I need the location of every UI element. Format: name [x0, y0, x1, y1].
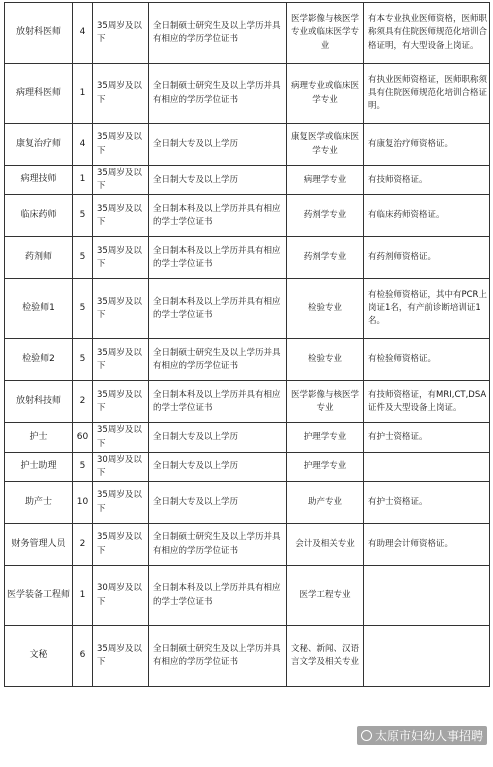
major-cell: 护理学专业 — [287, 452, 364, 481]
age-cell: 35周岁及以下 — [93, 64, 149, 124]
count-cell: 2 — [73, 381, 93, 423]
age-cell: 35周岁及以下 — [93, 195, 149, 237]
education-cell: 全日制本科及以上学历并具有相应的学士学位证书 — [149, 566, 287, 626]
count-cell: 10 — [73, 482, 93, 524]
table-body — [5, 3, 490, 687]
count-cell: 5 — [73, 279, 93, 339]
count-cell: 4 — [73, 3, 93, 64]
position-cell: 药剂师 — [5, 237, 73, 279]
age-cell: 35周岁及以下 — [93, 626, 149, 687]
other-requirements-cell — [364, 566, 490, 626]
table-row — [5, 237, 490, 279]
table-row — [5, 566, 490, 626]
major-cell: 助产专业 — [287, 482, 364, 524]
age-cell: 35周岁及以下 — [93, 3, 149, 64]
wechat-icon — [361, 730, 372, 741]
other-requirements-cell: 有助理会计师资格证。 — [364, 524, 490, 566]
other-requirements-cell: 有康复治疗师资格证。 — [364, 124, 490, 166]
table-row — [5, 626, 490, 687]
count-cell: 5 — [73, 452, 93, 481]
major-cell: 康复医学或临床医学专业 — [287, 124, 364, 166]
major-cell: 药剂学专业 — [287, 195, 364, 237]
position-cell: 护士 — [5, 423, 73, 452]
major-cell: 检验专业 — [287, 279, 364, 339]
age-cell: 35周岁及以下 — [93, 124, 149, 166]
education-cell: 全日制大专及以上学历 — [149, 124, 287, 166]
other-requirements-cell: 有执业医师资格证，医师职称须具有住院医师规范化培训合格证明。 — [364, 64, 490, 124]
count-cell: 1 — [73, 566, 93, 626]
other-requirements-cell: 有检验师资格证。 — [364, 339, 490, 381]
table-row — [5, 423, 490, 452]
count-cell: 4 — [73, 124, 93, 166]
age-cell: 35周岁及以下 — [93, 423, 149, 452]
other-requirements-cell: 有护士资格证。 — [364, 482, 490, 524]
age-cell: 35周岁及以下 — [93, 381, 149, 423]
position-cell: 临床药师 — [5, 195, 73, 237]
major-cell: 检验专业 — [287, 339, 364, 381]
other-requirements-cell: 有临床药师资格证。 — [364, 195, 490, 237]
position-cell: 康复治疗师 — [5, 124, 73, 166]
other-requirements-cell: 有护士资格证。 — [364, 423, 490, 452]
education-cell: 全日制硕士研究生及以上学历并具有相应的学历学位证书 — [149, 3, 287, 64]
other-requirements-cell: 有技师资格证，有MRI,CT,DSA证件及大型设备上岗证。 — [364, 381, 490, 423]
count-cell: 1 — [73, 166, 93, 195]
watermark-text: 太原市妇幼人事招聘 — [374, 729, 483, 743]
age-cell: 35周岁及以下 — [93, 237, 149, 279]
major-cell: 医学影像与核医学专业或临床医学专业 — [287, 3, 364, 64]
table-row — [5, 452, 490, 481]
position-cell: 助产士 — [5, 482, 73, 524]
education-cell: 全日制本科及以上学历并具有相应的学士学位证书 — [149, 237, 287, 279]
position-cell: 检验师2 — [5, 339, 73, 381]
table-row — [5, 279, 490, 339]
education-cell: 全日制硕士研究生及以上学历并具有相应的学历学位证书 — [149, 339, 287, 381]
count-cell: 5 — [73, 237, 93, 279]
age-cell: 30周岁及以下 — [93, 566, 149, 626]
count-cell: 6 — [73, 626, 93, 687]
position-cell: 检验师1 — [5, 279, 73, 339]
recruitment-table — [4, 2, 490, 687]
position-cell: 病理技师 — [5, 166, 73, 195]
watermark — [357, 726, 487, 745]
table-row — [5, 64, 490, 124]
table-row — [5, 195, 490, 237]
major-cell: 会计及相关专业 — [287, 524, 364, 566]
position-cell: 护士助理 — [5, 452, 73, 481]
age-cell: 35周岁及以下 — [93, 279, 149, 339]
education-cell: 全日制大专及以上学历 — [149, 166, 287, 195]
major-cell: 护理学专业 — [287, 423, 364, 452]
table-row — [5, 482, 490, 524]
table-row — [5, 166, 490, 195]
count-cell: 60 — [73, 423, 93, 452]
education-cell: 全日制本科及以上学历并具有相应的学士学位证书 — [149, 279, 287, 339]
major-cell: 病理专业或临床医学专业 — [287, 64, 364, 124]
other-requirements-cell: 有本专业执业医师资格，医师职称须具有住院医师规范化培训合格证明，有大型设备上岗证。 — [364, 3, 490, 64]
other-requirements-cell: 有药剂师资格证。 — [364, 237, 490, 279]
other-requirements-cell: 有检验师资格证，其中有PCR上岗证1名，有产前诊断培训证1名。 — [364, 279, 490, 339]
table-row — [5, 124, 490, 166]
education-cell: 全日制本科及以上学历并具有相应的学士学位证书 — [149, 381, 287, 423]
major-cell: 病理学专业 — [287, 166, 364, 195]
age-cell: 35周岁及以下 — [93, 482, 149, 524]
education-cell: 全日制大专及以上学历 — [149, 423, 287, 452]
major-cell: 医学工程专业 — [287, 566, 364, 626]
education-cell: 全日制硕士研究生及以上学历并具有相应的学历学位证书 — [149, 524, 287, 566]
count-cell: 5 — [73, 195, 93, 237]
table-row — [5, 524, 490, 566]
education-cell: 全日制硕士研究生及以上学历并具有相应的学历学位证书 — [149, 626, 287, 687]
count-cell: 2 — [73, 524, 93, 566]
position-cell: 医学装备工程师 — [5, 566, 73, 626]
education-cell: 全日制大专及以上学历 — [149, 482, 287, 524]
age-cell: 35周岁及以下 — [93, 166, 149, 195]
other-requirements-cell: 有技师资格证。 — [364, 166, 490, 195]
other-requirements-cell — [364, 626, 490, 687]
position-cell: 财务管理人员 — [5, 524, 73, 566]
education-cell: 全日制大专及以上学历 — [149, 452, 287, 481]
position-cell: 文秘 — [5, 626, 73, 687]
count-cell: 1 — [73, 64, 93, 124]
age-cell: 35周岁及以下 — [93, 524, 149, 566]
major-cell: 文秘、新闻、汉语言文学及相关专业 — [287, 626, 364, 687]
other-requirements-cell — [364, 452, 490, 481]
position-cell: 放射科技师 — [5, 381, 73, 423]
major-cell: 药剂学专业 — [287, 237, 364, 279]
education-cell: 全日制本科及以上学历并具有相应的学士学位证书 — [149, 195, 287, 237]
age-cell: 30周岁及以下 — [93, 452, 149, 481]
table-row — [5, 3, 490, 64]
position-cell: 病理科医师 — [5, 64, 73, 124]
education-cell: 全日制硕士研究生及以上学历并具有相应的学历学位证书 — [149, 64, 287, 124]
age-cell: 35周岁及以下 — [93, 339, 149, 381]
count-cell: 5 — [73, 339, 93, 381]
table-row — [5, 339, 490, 381]
major-cell: 医学影像与核医学专业 — [287, 381, 364, 423]
position-cell: 放射科医师 — [5, 3, 73, 64]
table-row — [5, 381, 490, 423]
